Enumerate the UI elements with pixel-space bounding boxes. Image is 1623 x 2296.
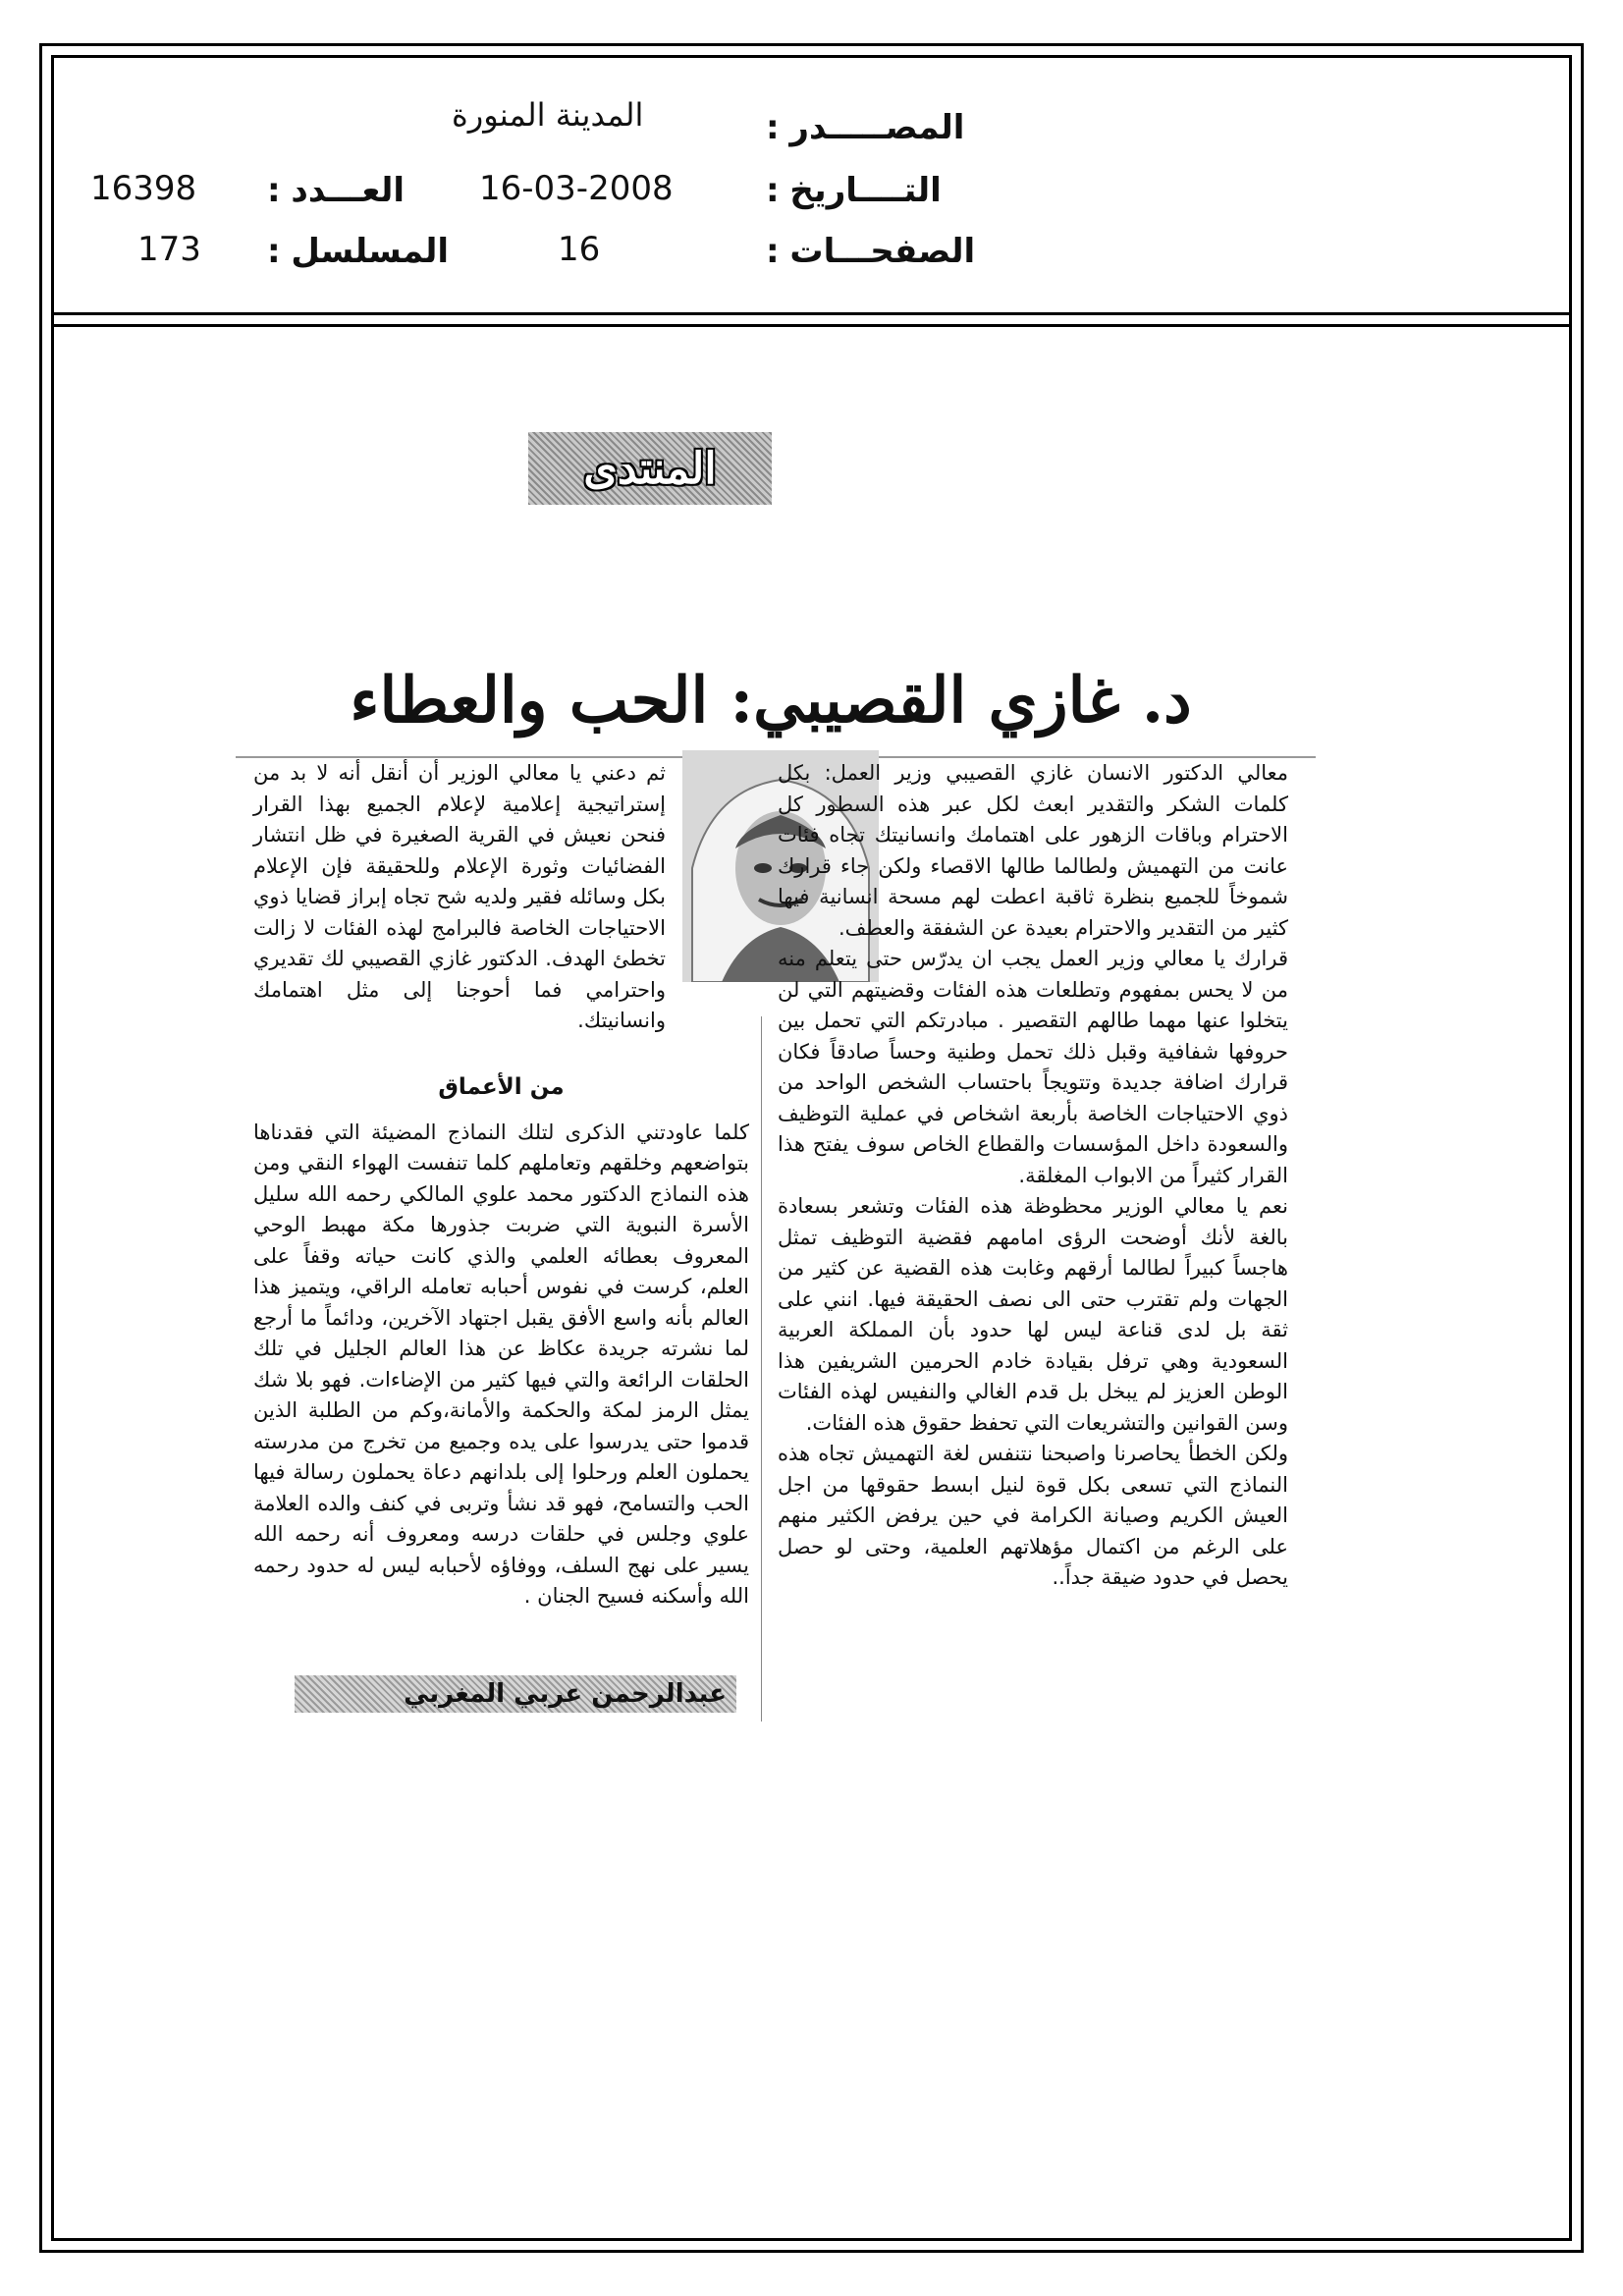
paragraph: كلما عاودتني الذكرى لتلك النماذج المضيئة التي فقدناها بتواضعهم وخلقهم وتعاملهم كلما تنفست الهواء النقي ومن هذه النماذج الدكتور محمد علوي المالكي رحمه الله سليل الأسرة النبوية التي ضربت جذورها مكة مهبط الوحي المعروف بعطائه العلمي والذي كانت حياته وقفاً على العلم، كرست في نفوس أحبابه تعامله الراقي، ويتميز هذا العالم بأنه واسع الأفق يقبل اجتهاد الآخرين، ودائماً ما أرجع لما نشرته جريدة عكاظ عن هذا العالم الجليل في تلك الحلقات الرائعة والتي فيها كثير من الإضاءات. فهو بلا شك يمثل الرمز لمكة والحكمة والأمانة،وكم من الطلبة الذين قدموا حتى يدرسوا على يده وجميع من تخرج من مدرسته يحملون العلم ورحلوا إلى بلدانهم دعاة يحملون رسالة فيها الحب والتسامح، فهو قد نشأ وتربى في كنف والده العلامة علوي وجلس في حلقات درسه ومعروف أنه رحمه الله يسير على نهج السلف، ووفاؤه لأحبابه ليس له حدود رحمه الله وأسكنه فسيح الجنان . (253, 1120, 749, 1608)
source-colon: : (766, 108, 780, 147)
paragraph: قرارك يا معالي وزير العمل يجب ان يدرّس حتى يتعلم منه من لا يحس بمفهوم وتطلعات هذه الفئات وقضيتهم التي لن يتخلوا عنها مهما طالهم التقصير . مبادرتكم التي تحمل بين حروفها شفافية وقبل ذلك تحمل وطنية وحساً صادقاً فكان قرارك اضافة جديدة وتتويجاً باحتساب الشخص الواحد من ذوي الاحتياجات الخاصة بأربعة اشخاص في عملية التوظيف والسعودة داخل المؤسسات والقطاع الخاص سوف يفتح هذا القرار كثيراً من الابواب المغلقة. (778, 947, 1288, 1187)
subheading: من الأعماق (438, 1074, 565, 1100)
article-headline: د. غازي القصيبي: الحب والعطاء (350, 664, 1192, 738)
section-masthead (528, 432, 772, 505)
paragraph: نعم يا معالي الوزير محظوظة هذه الفئات وتشعر بسعادة بالغة لأنك أوضحت الرؤى امامهم فقضية التوظيف تمثل هاجساً كبيراً لطالما أرقهم وغابت هذه القضية عن كثير من الجهات ولم تقترب حتى الى نصف الحقيقة فيها. انني على ثقة بل لدى قناعة ليس لها حدود بأن المملكة العربية السعودية وهي ترفل بقيادة خادم الحرمين الشريفين هذا الوطن العزيز لم يبخل بل قدم الغالي والنفيس لهذه الفئات وسن القوانين والتشريعات التي تحفظ حقوق هذه الفئات. (778, 1194, 1288, 1435)
serial-colon: : (267, 232, 281, 271)
author-byline: عبدالرحمن عربي المغربي (295, 1675, 736, 1713)
column-divider (761, 1016, 762, 1722)
article-left-column-top (253, 758, 666, 1037)
source-value: المدينة المنورة (452, 96, 644, 134)
paragraph: ثم دعني يا معالي الوزير أن أنقل أنه لا بد من إستراتيجية إعلامية لإعلام الجميع بهذا القرار فنحن نعيش في القرية الصغيرة في ظل انتشار الفضائيات وثورة الإعلام وللحقيقة فإن الإعلام بكل وسائله فقير ولديه شح تجاه إبراز قضايا ذوي الاحتياجات الخاصة فالبرامج لهذه الفئات لا زالت تخطئ الهدف. الدكتور غازي القصيبي لك تقديري واحترامي فما أحوجنا إلى مثل اهتمامك وانسانيتك. (253, 761, 666, 1032)
paragraph: معالي الدكتور الانسان غازي القصيبي وزير العمل: بكل كلمات الشكر والتقدير ابعث لكل عبر هذه السطور كل الاحترام وباقات الزهور على اهتمامك وانسانيتك تجاه فئات عانت من التهميش ولطالما طالها الاقصاء ولكن جاء قرارك شموخاً للجميع بنظرة ثاقبة اعطت لهم مسحة انسانية فيها كثير من التقدير والاحترام بعيدة عن الشفقة والعطف. (778, 761, 1288, 940)
pages-colon: : (766, 232, 780, 271)
article-left-column (253, 1063, 749, 1613)
serial-value: 173 (137, 230, 201, 269)
issue-colon: : (267, 171, 281, 210)
serial-field (267, 232, 449, 271)
section-title: المنتدى (583, 443, 717, 494)
header-divider (51, 312, 1572, 315)
source-field (766, 108, 964, 147)
date-field (766, 171, 942, 210)
source-label: المصـــــدر (789, 108, 965, 147)
pages-label: الصفحـــات (789, 232, 976, 271)
serial-label: المسلسل (291, 232, 450, 271)
date-label: التــــاريخ (789, 171, 942, 210)
paragraph: ولكن الخطأ يحاصرنا واصبحنا نتنفس لغة التهميش تجاه هذه النماذج التي تسعى بكل قوة لنيل ابسط حقوقها من اجل العيش الكريم وصيانة الكرامة في حين يرفض الكثير منهم على الرغم من اكتمال مؤهلاتهم العلمية، وحتى لو حصل يحصل في حدود ضيقة جداً.. (778, 1442, 1288, 1589)
date-colon: : (766, 171, 780, 210)
header-divider-double (51, 324, 1572, 327)
date-value: 16-03-2008 (479, 169, 674, 208)
issue-label: العـــدد (291, 171, 405, 210)
pages-field (766, 232, 975, 271)
pages-value: 16 (558, 230, 601, 269)
article-right-column (778, 758, 1288, 1594)
issue-value: 16398 (90, 169, 197, 208)
issue-field (267, 171, 405, 210)
